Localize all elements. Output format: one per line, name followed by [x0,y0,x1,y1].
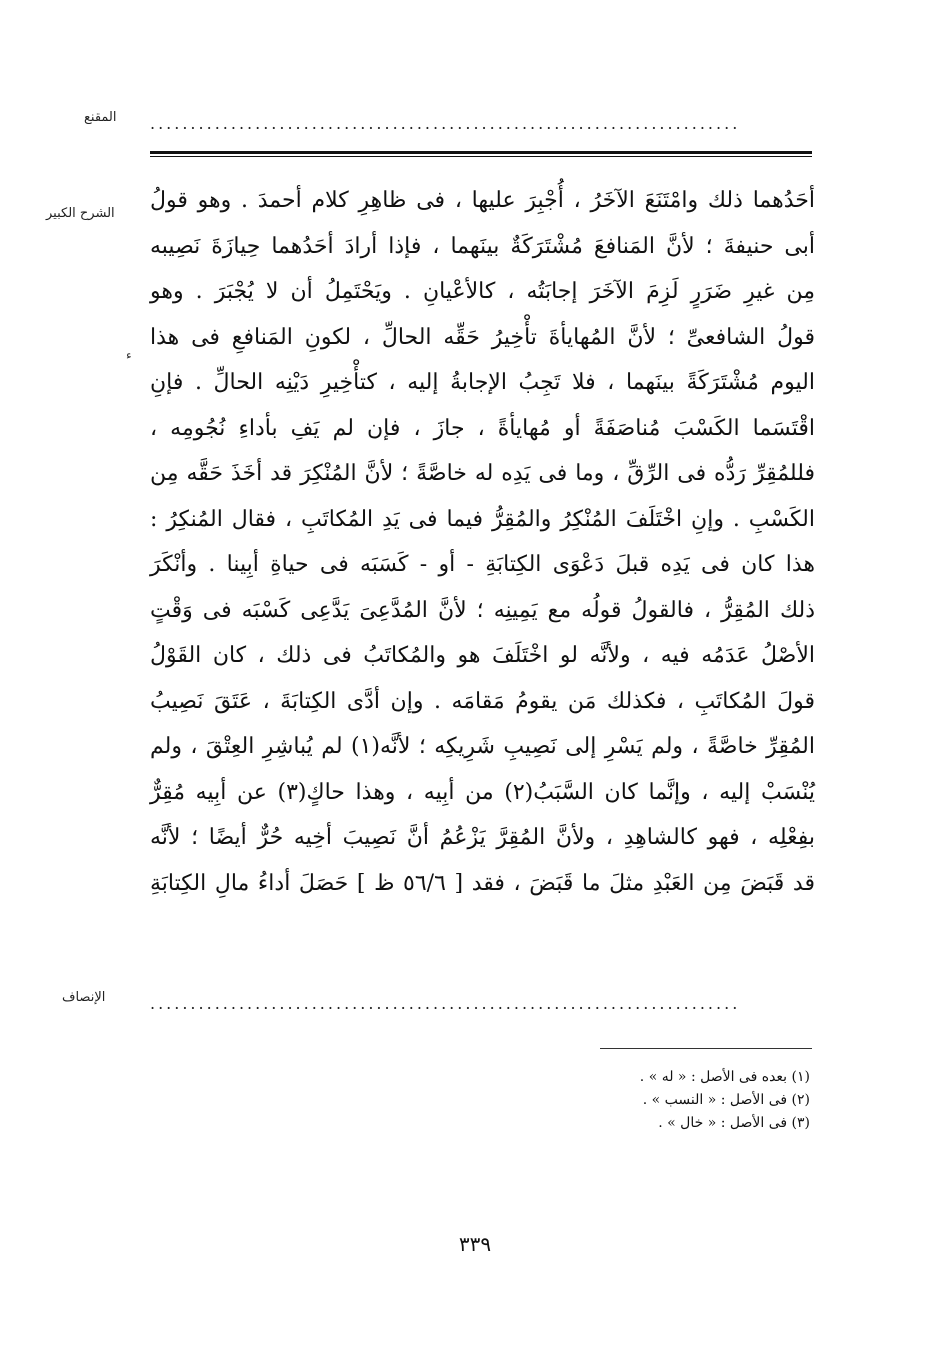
text-line: اليوم مُشْتَرَكَةً بينَهما ، فلا تَجِبُ الإجابةُ إليه ، كتأْخِيرِ دَيْنِه الحالِّ . فإنِ [150,370,815,395]
text-line: هذا كان فى يَدِه قبلَ دَعْوَى الكِتابَةِ - أو - كَسَبَه فى حياةِ أبِينا . وأنْكَرَ [150,552,815,577]
main-text [150,178,815,906]
footer-dotted-rule: ......................................................................... [150,996,741,1012]
footnote: (٣) فى الأصل : « خال » . [658,1115,810,1131]
page-number: ٣٣٩ [458,1232,492,1256]
text-line: أحَدُهما ذلك وامْتَنَعَ الآخَرُ ، أُجْبِرَ عليها ، فى ظاهِرِ كلام أحمدَ . وهو قولُ [150,188,815,213]
text-line: يُنْسَبْ إليه ، وإنَّما كان السَّبَبُ(٢) من أبِيه ، وهذا حاكٍ(٣) عن أبِيه مُقِرٌّ [150,779,815,805]
text-line: قد قَبَضَ مِن العَبْدِ مثلَ ما قَبَضَ ، فقد [ ٥٦/٦ ظ ] حَصَلَ أداءُ مالِ الكِتابَةِ [150,870,815,896]
text-line: الكَسْبِ . وإنِ اخْتَلَفَ المُنْكِرُ والمُقِرُّ فيما فى يَدِ المُكاتَبِ ، فقال المُنكِرُ : [150,506,815,532]
footnotes-rule [600,1048,812,1049]
text-line: المُقِرِّ خاصَّةً ، ولم يَسْرِ إلى نَصِيبِ شَرِيكِه ؛ لأنَّه(١) لم يُباشِرِ العِتْقَ ، ولم [150,734,815,759]
footnotes [640,1066,810,1135]
text-line: اقْتَسَما الكَسْبَ مُناصَفَةً أو مُهايأةً ، جازَ ، فإن لم يَفِ بأداءِ نُجُومِه ، [150,415,815,441]
footnote: (١) بعده فى الأصل : « له » . [639,1069,810,1085]
text-line: ذلك المُقِرُّ ، فالقولُ قولُه مع يَمِينِه ؛ لأنَّ المُدَّعِىَ يَدَّعِى كَسْبَه فى وَقْتٍ [150,597,815,623]
text-line: فللمُقِرِّ رَدُّه فى الرِّقِّ ، وما فى يَدِه له خاصَّةً ؛ لأنَّ المُنْكِرَ قد أخَذَ حَقَّه مِن [150,461,815,486]
text-line: مِن غيرِ ضَرَرٍ لَزِمَ الآخَرَ إجابَتُه ، كالأعْيانِ . ويَحْتَمِلُ أن لا يُجْبَرَ . وهو [150,279,815,304]
text-line: بفِعْلِه ، فهو كالشاهِدِ ، ولأنَّ المُقِرَّ يَزْعُمُ أنَّ نَصِيبَ أخِيه حُرٌّ أيضًا ؛ لأنَّه [150,825,815,850]
text-line: أبى حنيفةَ ؛ لأنَّ المَنافعَ مُشْتَرَكَةٌ بينَهما ، فإذا أرادَ أحَدُهما حِيازَةَ نَصِيبه [150,233,815,259]
header-rule-thick [150,151,812,154]
margin-mark: ء [126,348,132,362]
header-rule-thin [150,156,812,157]
text-line: قولُ الشافعىِّ ؛ لأنَّ المُهايأةَ تأْخِيرُ حَقِّه الحالِّ ، لكونِ المَنافعِ فى هذا [150,324,815,350]
text-line: قولَ المُكاتَبِ ، فكذلك مَن يقومُ مَقامَه . وإن أدَّى الكِتابَةَ ، عَتَقَ نَصِيبُ [150,688,815,714]
text-line: الأصْلُ عَدَمُه فيه ، ولأنَّه لو اخْتَلَفَ هو والمُكاتَبُ فى ذلك ، كان القَوْلُ [150,643,815,668]
margin-label-insaf: الإنصاف [62,990,106,1005]
margin-label-sharh: الشرح الكبير [46,206,115,221]
header-title: المقنع [84,110,117,125]
footnote: (٢) فى الأصل : « النسب » . [642,1092,810,1108]
header-dotted-rule: ......................................................................... [150,116,741,132]
